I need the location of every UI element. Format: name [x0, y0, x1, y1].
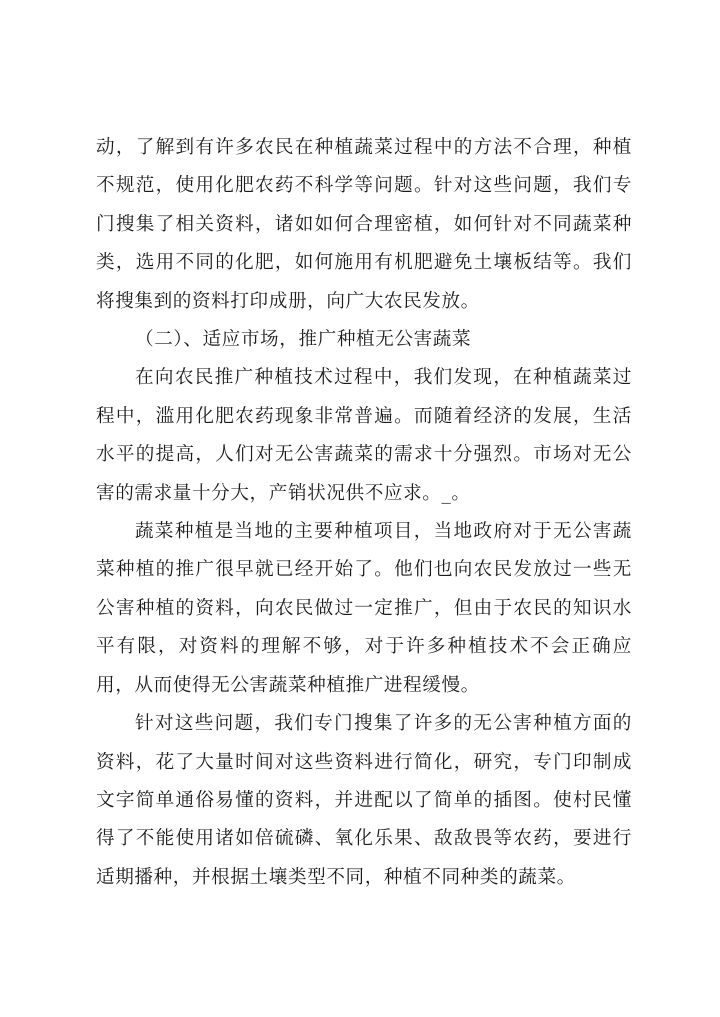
section-heading: （二）、适应市场，推广种植无公害蔬菜 — [135, 329, 472, 351]
paragraph: 针对这些问题，我们专门搜集了许多的无公害种植方面的资料，花了大量时间对这些资料进行简化，研究，专门印制成文字简单通俗易懂的资料，并进配以了简单的插图。使村民懂得了不能使用诸如倍硫磷、氧化乐果、敌敌畏等农药，要进行适期播种，并根据土壤类型不同，种植不同种类的蔬菜。 — [96, 713, 632, 888]
paragraph: 蔬菜种植是当地的主要种植项目，当地政府对于无公害蔬菜种植的推广很早就已经开始了。他们也向农民发放过一些无公害种植的资料，向农民做过一定推广，但由于农民的知识水平有限，对资料的理解不够，对于许多种植技术不会正确应用，从而使得无公害蔬菜种植推广进程缓慢。 — [96, 521, 632, 696]
paragraph-continuation: 动，了解到有许多农民在种植蔬菜过程中的方法不合理，种植不规范，使用化肥农药不科学等问题。针对这些问题，我们专门搜集了相关资料，诸如如何合理密植，如何针对不同蔬菜种类，选用不同的化肥，如何施用有机肥避免土壤板结等。我们将搜集到的资料打印成册，向广大农民发放。 — [96, 137, 632, 312]
document-body — [96, 129, 632, 897]
paragraph: 在向农民推广种植技术过程中，我们发现，在种植蔬菜过程中，滥用化肥农药现象非常普遍。而随着经济的发展，生活水平的提高，人们对无公害蔬菜的需求十分强烈。市场对无公害的需求量十分大，产销状况供不应求。_。 — [96, 367, 632, 504]
